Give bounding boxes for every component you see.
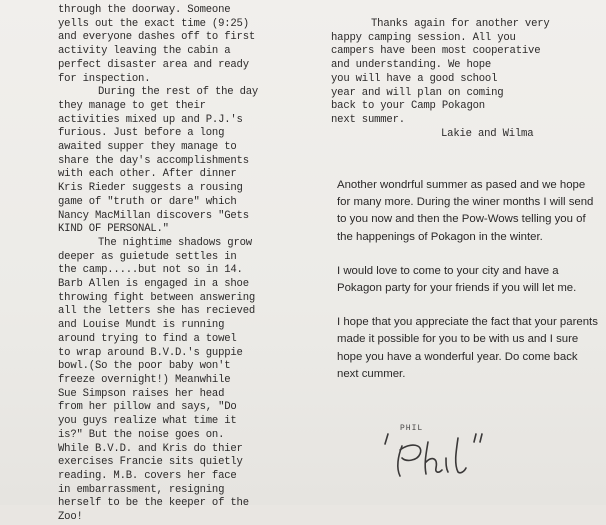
text-line: in embarrassment, resigning	[58, 483, 225, 496]
text-line: furious. Just before a long	[58, 127, 225, 140]
text-line: KIND OF PERSONAL."	[58, 223, 169, 236]
text-line: The nightime shadows grow	[98, 236, 252, 249]
text-line: from her pillow and says, "Do	[58, 401, 237, 414]
typed-name: PHIL	[400, 424, 424, 433]
text-line: the camp.....but not so in 14.	[58, 264, 243, 277]
text-line: exercises Francie sits quietly	[58, 456, 243, 469]
text-line: perfect disaster area and ready	[58, 58, 249, 71]
text-line: reading. M.B. covers her face	[58, 469, 237, 482]
text-line: bowl.(So the poor baby won't	[58, 360, 231, 373]
text-line: share the day's accomplishments	[58, 154, 249, 167]
text-line: Sue Simpson raises her head	[58, 387, 225, 400]
text-line: happy camping session. All you	[331, 31, 516, 44]
text-line: Barb Allen is engaged in a shoe	[58, 278, 249, 291]
text-line: through the doorway. Someone	[58, 4, 231, 16]
text-line: and Louise Mundt is running	[58, 319, 225, 332]
signature-lakie-wilma: Lakie and Wilma	[441, 127, 534, 140]
text-line: freeze overnight!) Meanwhile	[58, 373, 231, 386]
text-line: herself to be the keeper of the	[58, 497, 249, 510]
text-line: activities mixed up and P.J.'s	[58, 113, 243, 126]
text-line: yells out the exact time (9:25)	[58, 17, 249, 30]
letter-from-phil	[337, 177, 599, 400]
text-line: for inspection.	[58, 72, 151, 85]
paragraph: I hope that you appreciate the fact that your parents made it possible for you to be with us and I sure hope you have a wonderful year. Do come back next cummer.	[337, 316, 598, 380]
paragraph: I would love to come to your city and have a Pokagon party for your friends if you will let me.	[337, 264, 577, 295]
text-line: you will have a good school	[331, 72, 498, 85]
text-line: Zoo!	[58, 511, 83, 524]
left-column	[58, 4, 320, 525]
text-line: campers have been most cooperative	[331, 45, 541, 58]
text-line: Nancy MacMillan discovers "Gets	[58, 209, 249, 222]
text-line: back to your Camp Pokagon	[331, 100, 485, 113]
text-line: they manage to get their	[58, 99, 206, 112]
handwritten-signature	[380, 428, 490, 483]
text-line: with each other. After dinner	[58, 168, 237, 181]
text-line: awaited supper they manage to	[58, 141, 237, 154]
text-line: is?" But the noise goes on.	[58, 428, 225, 441]
text-line: deeper as guietude settles in	[58, 250, 237, 263]
text-line: Kris Rieder suggests a rousing	[58, 182, 243, 195]
text-line: throwing fight between answering	[58, 291, 256, 304]
text-line: Thanks again for another very	[371, 18, 550, 30]
text-line: next summer.	[331, 113, 405, 126]
text-line: to wrap around B.V.D.'s guppie	[58, 346, 243, 359]
text-line: and everyone dashes off to first	[58, 31, 256, 44]
text-line: you guys realize what time it	[58, 415, 237, 428]
text-line: year and will plan on coming	[331, 86, 504, 99]
text-line: game of "truth or dare" which	[58, 195, 237, 208]
text-line: around trying to find a towel	[58, 332, 237, 345]
text-line: During the rest of the day	[98, 86, 259, 99]
paragraph: Another wondrful summer as pased and we hope for many more. During the winer months I will send to you now and then the Pow-Wows telling you of the happenings of Pokagon in the winter.	[337, 179, 594, 243]
text-line: and understanding. We hope	[331, 59, 492, 72]
text-line: While B.V.D. and Kris do thier	[58, 442, 243, 455]
text-line: all the letters she has recieved	[58, 305, 256, 318]
closing-note-lakie-wilma	[331, 18, 601, 141]
text-line: activity leaving the cabin a	[58, 45, 231, 58]
